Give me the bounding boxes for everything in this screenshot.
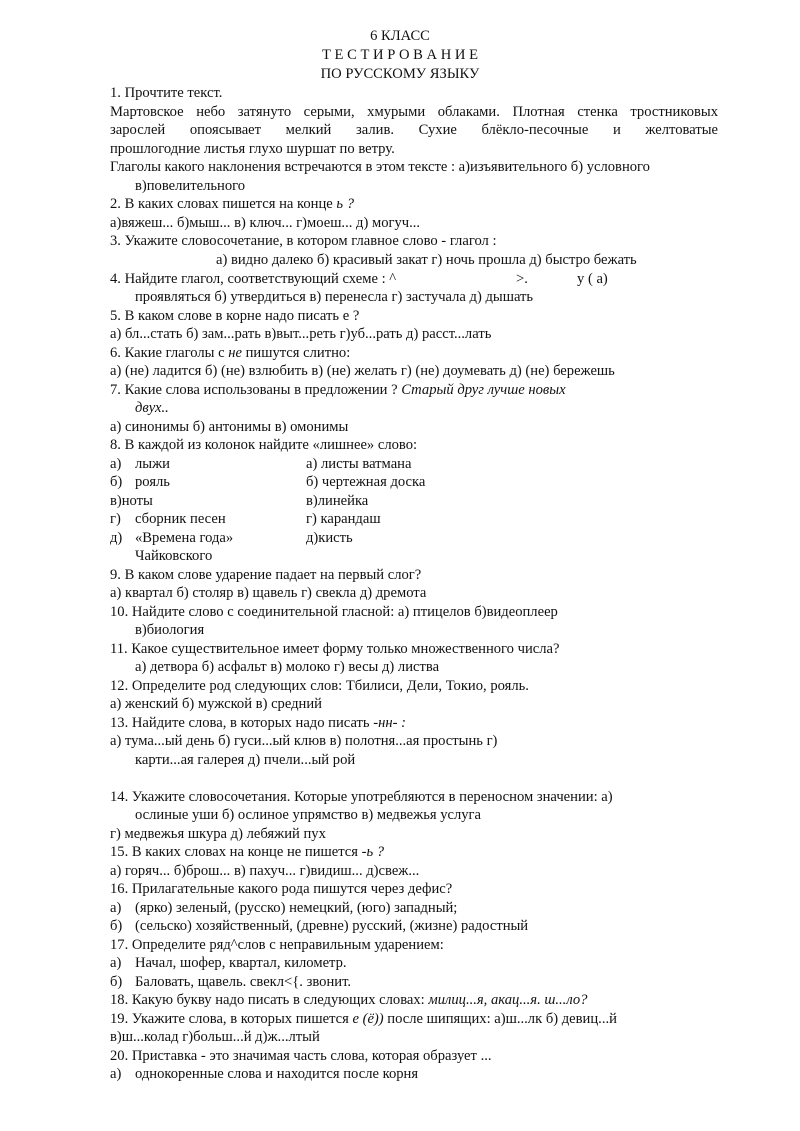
q4-scheme-part: у ( а) [577, 271, 608, 287]
q8-right-item: в)линейка [306, 493, 369, 509]
q8-left-item-cont: Чайковского [135, 548, 213, 564]
q8-row-marker: а) [110, 456, 122, 472]
q19-title: 19. Укажите слова, в которых пишется е (ё)) после шипящих: а)ш...лк б) девиц...й [110, 1011, 617, 1027]
q1-text-line: прошлогодние листья глухо шуршат по ветру. [110, 141, 395, 157]
q8-right-item: г) карандаш [306, 511, 381, 527]
q14-options: ослиные уши б) ослиное упрямство в) медвежья услуга [135, 807, 482, 823]
q13-options-cont: карти...ая галерея д) пчели...ый рой [135, 752, 356, 768]
q8-row-marker: б) [110, 474, 123, 490]
q17-title: 17. Определите ряд^слов с неправильным ударением: [110, 937, 444, 953]
q11-title: 11. Какое существительное имеет форму только множественного числа? [110, 641, 560, 657]
test-heading: Т Е С Т И Р О В А Н И Е [321, 47, 479, 63]
grade-heading: 6 КЛАСС [370, 28, 430, 44]
q2-options: а)вяжеш... б)мыш... в) ключ... г)моеш... д) могуч... [110, 215, 421, 231]
q14-options-cont: г) медвежья шкура д) лебяжий пух [110, 826, 326, 842]
q3-options: а) видно далеко б) красивый закат г) ночь прошла д) быстро бежать [216, 252, 637, 268]
q7-title: 7. Какие слова использованы в предложении ? Старый друг лучше новых [110, 382, 566, 398]
q6-title: 6. Какие глаголы с не пишутся слитно: [110, 345, 351, 361]
q16-marker: а) [110, 900, 122, 916]
q17-option: Начал, шофер, квартал, километр. [135, 955, 347, 971]
q8-left-item: «Времена года» [135, 530, 234, 546]
q8-right-item: а) листы ватмана [306, 456, 412, 472]
q8-title: 8. В каждой из колонок найдите «лишнее» слово: [110, 437, 418, 453]
q5-title: 5. В каком слове в корне надо писать е ? [110, 308, 360, 324]
q16-option: (сельско) хозяйственный, (древне) русский, (жизне) радостный [135, 918, 529, 934]
q1-question: Глаголы какого наклонения встречаются в этом тексте : а)изъявительного б) условного [110, 159, 650, 175]
q8-row-marker: г) [110, 511, 121, 527]
q15-title: 15. В каких словах на конце не пишется -ь ? [110, 844, 385, 860]
q10-option-cont: в)биология [135, 622, 205, 638]
q16-marker: б) [110, 918, 123, 934]
q7-options: а) синонимы б) антонимы в) омонимы [110, 419, 349, 435]
q8-left-item: лыжи [135, 456, 170, 472]
q8-row-marker: в)ноты [110, 493, 153, 509]
q2-title: 2. В каких словах пишется на конце ь ? [110, 196, 354, 212]
q3-title: 3. Укажите словосочетание, в котором главное слово - глагол : [110, 233, 497, 249]
q1-text-line: зарослей опоясывает мелкий залив. Сухие блёкло-песочные и желтоватые [110, 122, 718, 138]
q13-title: 13. Найдите слова, в которых надо писать -нн- : [110, 715, 406, 731]
q17-option: Баловать, щавель. свекл<{. звонит. [135, 974, 351, 990]
subject-heading: ПО РУССКОМУ ЯЗЫКУ [320, 66, 480, 82]
q19-options-cont: в)ш...колад г)больш...й д)ж...лтый [110, 1029, 320, 1045]
q5-options: а) бл...стать б) зам...рать в)выт...реть г)уб...рать д) расст...лать [110, 326, 492, 342]
q20-title: 20. Приставка - это значимая часть слова, которая образует ... [110, 1048, 492, 1064]
q8-left-item: рояль [135, 474, 170, 490]
q10-title: 10. Найдите слово с соединительной гласной: а) птицелов б)видеоплеер [110, 604, 558, 620]
q4-title: 4. Найдите глагол, соответствующий схеме : ^ [110, 271, 397, 287]
q14-title: 14. Укажите словосочетания. Которые употребляются в переносном значении: а) [110, 789, 613, 805]
q18-title: 18. Какую букву надо писать в следующих словах: милиц...я, акац...я. ш...ло? [110, 992, 588, 1008]
q9-title: 9. В каком слове ударение падает на первый слог? [110, 567, 422, 583]
q4-scheme-part: >. [516, 271, 528, 287]
q8-right-item: б) чертежная доска [306, 474, 426, 490]
q1-text-line: Мартовское небо затянуто серыми, хмурыми облаками. Плотная стенка тростниковых [110, 104, 718, 120]
q8-left-item: сборник песен [135, 511, 226, 527]
q7-sentence-end: двух.. [135, 400, 169, 416]
q20-option: однокоренные слова и находится после корня [135, 1066, 419, 1082]
q15-options: а) горяч... б)брош... в) пахуч... г)видиш... д)свеж... [110, 863, 420, 879]
q17-marker: б) [110, 974, 123, 990]
q6-options: а) (не) ладится б) (не) взлюбить в) (не) желать г) (не) доумевать д) (не) бережешь [110, 363, 615, 379]
q1-title: 1. Прочтите текст. [110, 85, 223, 101]
q8-right-item: д)кисть [306, 530, 353, 546]
q8-row-marker: д) [110, 530, 123, 546]
q16-option: (ярко) зеленый, (русско) немецкий, (юго) западный; [135, 900, 458, 916]
q1-option: в)повелительного [135, 178, 246, 194]
q4-options: проявляться б) утвердиться в) перенесла г) застучала д) дышать [135, 289, 534, 305]
q17-marker: а) [110, 955, 122, 971]
q20-marker: а) [110, 1066, 122, 1082]
q16-title: 16. Прилагательные какого рода пишутся через дефис? [110, 881, 453, 897]
q12-options: а) женский б) мужской в) средний [110, 696, 322, 712]
q9-options: а) квартал б) столяр в) щавель г) свекла д) дремота [110, 585, 427, 601]
q13-options: а) тума...ый день б) гуси...ый клюв в) полотня...ая простынь г) [110, 733, 498, 749]
q11-options: а) детвора б) асфальт в) молоко г) весы д) листва [135, 659, 440, 675]
q12-title: 12. Определите род следующих слов: Тбилиси, Дели, Токио, рояль. [110, 678, 529, 694]
